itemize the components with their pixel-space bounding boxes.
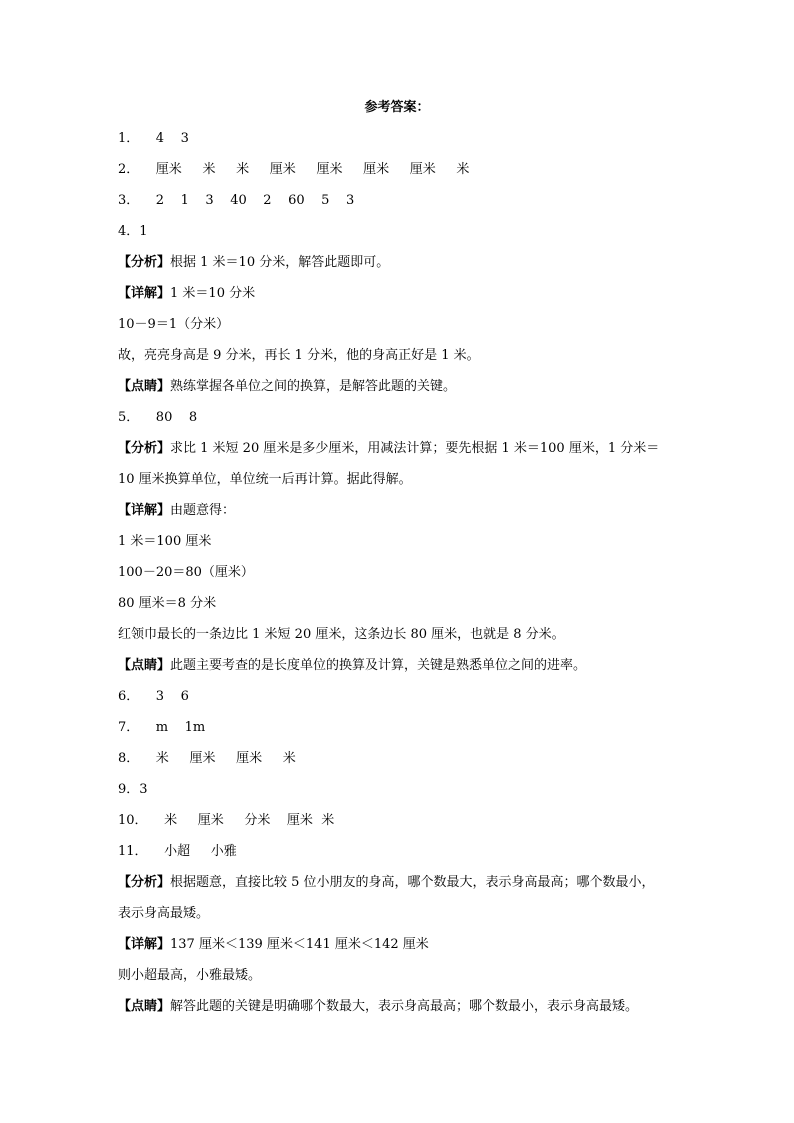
answer-line — [118, 340, 683, 371]
answer-line — [118, 278, 683, 309]
answer-line — [118, 712, 683, 743]
answer-line — [118, 743, 683, 774]
line-text: 则小超最高，小雅最矮。 — [118, 968, 262, 983]
answer-content — [118, 123, 683, 1022]
answer-line — [118, 185, 683, 216]
section-tag: 【点睛】 — [118, 379, 171, 394]
line-text: 9．3 — [118, 782, 148, 797]
answer-line — [118, 681, 683, 712]
answer-line — [118, 619, 683, 650]
answer-line — [118, 960, 683, 991]
answer-line — [118, 867, 683, 898]
line-text: 4．1 — [118, 224, 148, 239]
section-tag: 【分析】 — [118, 875, 171, 890]
line-text: 80 厘米＝8 分米 — [118, 596, 217, 611]
line-text: 10－9＝1（分米） — [118, 317, 230, 332]
line-text: 137 厘米＜139 厘米＜141 厘米＜142 厘米 — [170, 937, 429, 952]
line-text: 10． 米 厘米 分米 厘米 米 — [118, 813, 335, 828]
line-text: 求比 1 米短 20 厘米是多少厘米，用减法计算；要先根据 1 米＝100 厘米，1 分米＝ — [170, 441, 660, 456]
line-text: 3． 2 1 3 40 2 60 5 3 — [118, 193, 355, 208]
answer-line — [118, 898, 683, 929]
line-text: 10 厘米换算单位，单位统一后再计算。据此得解。 — [118, 472, 412, 487]
answer-line — [118, 774, 683, 805]
answer-line — [118, 371, 683, 402]
line-text: 11． 小超 小雅 — [118, 844, 237, 859]
answer-line — [118, 247, 683, 278]
section-tag: 【分析】 — [118, 441, 171, 456]
answer-line — [118, 526, 683, 557]
answer-line — [118, 650, 683, 681]
answer-line — [118, 836, 683, 867]
line-text: 7． m 1m — [118, 720, 206, 735]
line-text: 根据 1 米＝10 分米，解答此题即可。 — [170, 255, 390, 270]
line-text: 此题主要考查的是长度单位的换算及计算，关键是熟悉单位之间的进率。 — [170, 658, 587, 673]
answer-line — [118, 309, 683, 340]
line-text: 红领巾最长的一条边比 1 米短 20 厘米，这条边长 80 厘米，也就是 8 分米。 — [118, 627, 565, 642]
answer-line — [118, 216, 683, 247]
answer-line — [118, 433, 683, 464]
answer-line — [118, 402, 683, 433]
line-text: 故，亮亮身高是 9 分米，再长 1 分米，他的身高正好是 1 米。 — [118, 348, 480, 363]
line-text: 1 米＝10 分米 — [170, 286, 256, 301]
answer-line — [118, 557, 683, 588]
line-text: 2． 厘米 米 米 厘米 厘米 厘米 厘米 米 — [118, 162, 470, 177]
answer-line — [118, 805, 683, 836]
section-tag: 【点睛】 — [118, 999, 171, 1014]
page-title: 参考答案： — [364, 100, 430, 115]
line-text: 1 米＝100 厘米 — [118, 534, 212, 549]
section-tag: 【点睛】 — [118, 658, 171, 673]
section-tag: 【详解】 — [118, 503, 171, 518]
answer-line — [118, 123, 683, 154]
section-tag: 【分析】 — [118, 255, 171, 270]
line-text: 100－20＝80（厘米） — [118, 565, 254, 580]
line-text: 熟练掌握各单位之间的换算，是解答此题的关键。 — [170, 379, 457, 394]
line-text: 解答此题的关键是明确哪个数最大，表示身高最高；哪个数最小，表示身高最矮。 — [170, 999, 639, 1014]
answer-line — [118, 991, 683, 1022]
line-text: 6． 3 6 — [118, 689, 189, 704]
answer-line — [118, 464, 683, 495]
section-tag: 【详解】 — [118, 937, 171, 952]
answer-line — [118, 588, 683, 619]
line-text: 根据题意，直接比较 5 位小朋友的身高，哪个数最大，表示身高最高；哪个数最小， — [170, 875, 655, 890]
line-text: 1． 4 3 — [118, 131, 189, 146]
answer-line — [118, 929, 683, 960]
section-tag: 【详解】 — [118, 286, 171, 301]
line-text: 由题意得： — [170, 503, 236, 518]
answer-line — [118, 495, 683, 526]
line-text: 表示身高最矮。 — [118, 906, 210, 921]
line-text: 8． 米 厘米 厘米 米 — [118, 751, 296, 766]
line-text: 5． 80 8 — [118, 410, 198, 425]
answer-line — [118, 154, 683, 185]
